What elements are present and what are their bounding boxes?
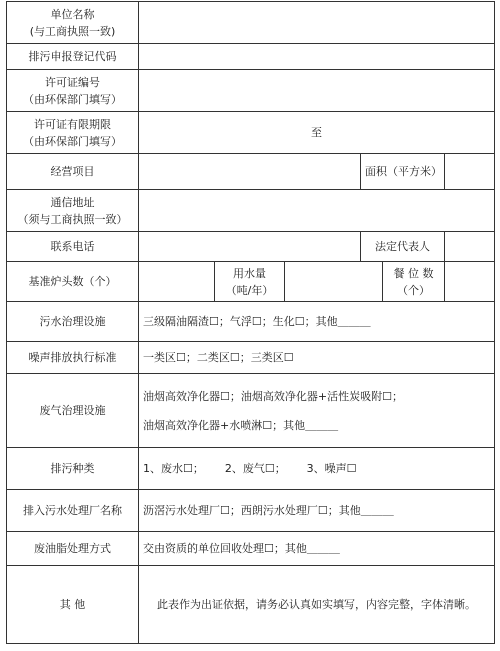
address-field[interactable] bbox=[139, 190, 495, 232]
row-business bbox=[7, 154, 495, 190]
reg-code-label: 排污申报登记代码 bbox=[7, 44, 139, 70]
stoves-field[interactable] bbox=[139, 262, 215, 302]
unit-name-label: 单位名称 (与工商执照一致) bbox=[7, 2, 139, 44]
legal-rep-field[interactable] bbox=[445, 232, 495, 262]
legal-rep-label: 法定代表人 bbox=[361, 232, 445, 262]
noise-options[interactable]: 一类区☐；二类区☐；三类区☐ bbox=[139, 342, 495, 374]
row-grease bbox=[7, 532, 495, 566]
address-label: 通信地址 （须与工商执照一致） bbox=[7, 190, 139, 232]
plant-options[interactable]: 沥滘污水处理厂☐；西朗污水处理厂☐；其他＿＿＿ bbox=[139, 490, 495, 532]
row-stoves bbox=[7, 262, 495, 302]
other-label: 其 他 bbox=[7, 566, 139, 644]
permit-no-field[interactable] bbox=[139, 70, 495, 112]
water-field[interactable] bbox=[285, 262, 383, 302]
phone-field[interactable] bbox=[139, 232, 361, 262]
sewage-options[interactable]: 三级隔油隔渣☐；气浮☐；生化☐；其他＿＿＿ bbox=[139, 302, 495, 342]
phone-label: 联系电话 bbox=[7, 232, 139, 262]
water-label: 用水量 （吨/年） bbox=[215, 262, 285, 302]
grease-options[interactable]: 交由资质的单位回收处理☐；其他＿＿＿ bbox=[139, 532, 495, 566]
row-phone bbox=[7, 232, 495, 262]
unit-name-field[interactable] bbox=[139, 2, 495, 44]
plant-label: 排入污水处理厂名称 bbox=[7, 490, 139, 532]
permit-no-label: 许可证编号 （由环保部门填写） bbox=[7, 70, 139, 112]
area-label: 面积（平方米） bbox=[361, 154, 445, 190]
row-plant bbox=[7, 490, 495, 532]
exhaust-label: 废气治理设施 bbox=[7, 374, 139, 448]
row-sewage bbox=[7, 302, 495, 342]
noise-label: 噪声排放执行标准 bbox=[7, 342, 139, 374]
reg-code-field[interactable] bbox=[139, 44, 495, 70]
seats-label: 餐 位 数 （个） bbox=[383, 262, 445, 302]
pollutants-options[interactable]: 1、废水☐； 2、废气☐； 3、噪声☐ bbox=[139, 448, 495, 490]
area-field[interactable] bbox=[445, 154, 495, 190]
permit-period-field[interactable]: 至 bbox=[139, 112, 495, 154]
seats-field[interactable] bbox=[445, 262, 495, 302]
stoves-label: 基准炉头数（个） bbox=[7, 262, 139, 302]
row-address bbox=[7, 190, 495, 232]
row-exhaust bbox=[7, 374, 495, 448]
row-permit-no bbox=[7, 70, 495, 112]
grease-label: 废油脂处理方式 bbox=[7, 532, 139, 566]
exhaust-options[interactable]: 油烟高效净化器☐；油烟高效净化器+活性炭吸附☐； 油烟高效净化器+水喷淋☐；其他＿＿＿ bbox=[139, 374, 495, 448]
business-label: 经营项目 bbox=[7, 154, 139, 190]
row-reg-code bbox=[7, 44, 495, 70]
row-pollutants bbox=[7, 448, 495, 490]
row-unit-name bbox=[7, 2, 495, 44]
business-field[interactable] bbox=[139, 154, 361, 190]
other-note: 此表作为出证依据，请务必认真如实填写，内容完整，字体清晰。 bbox=[139, 566, 495, 644]
pollutants-label: 排污种类 bbox=[7, 448, 139, 490]
sewage-label: 污水治理设施 bbox=[7, 302, 139, 342]
row-noise bbox=[7, 342, 495, 374]
row-permit-period bbox=[7, 112, 495, 154]
form-table bbox=[6, 1, 495, 644]
permit-period-label: 许可证有限期限 （由环保部门填写） bbox=[7, 112, 139, 154]
row-other bbox=[7, 566, 495, 644]
